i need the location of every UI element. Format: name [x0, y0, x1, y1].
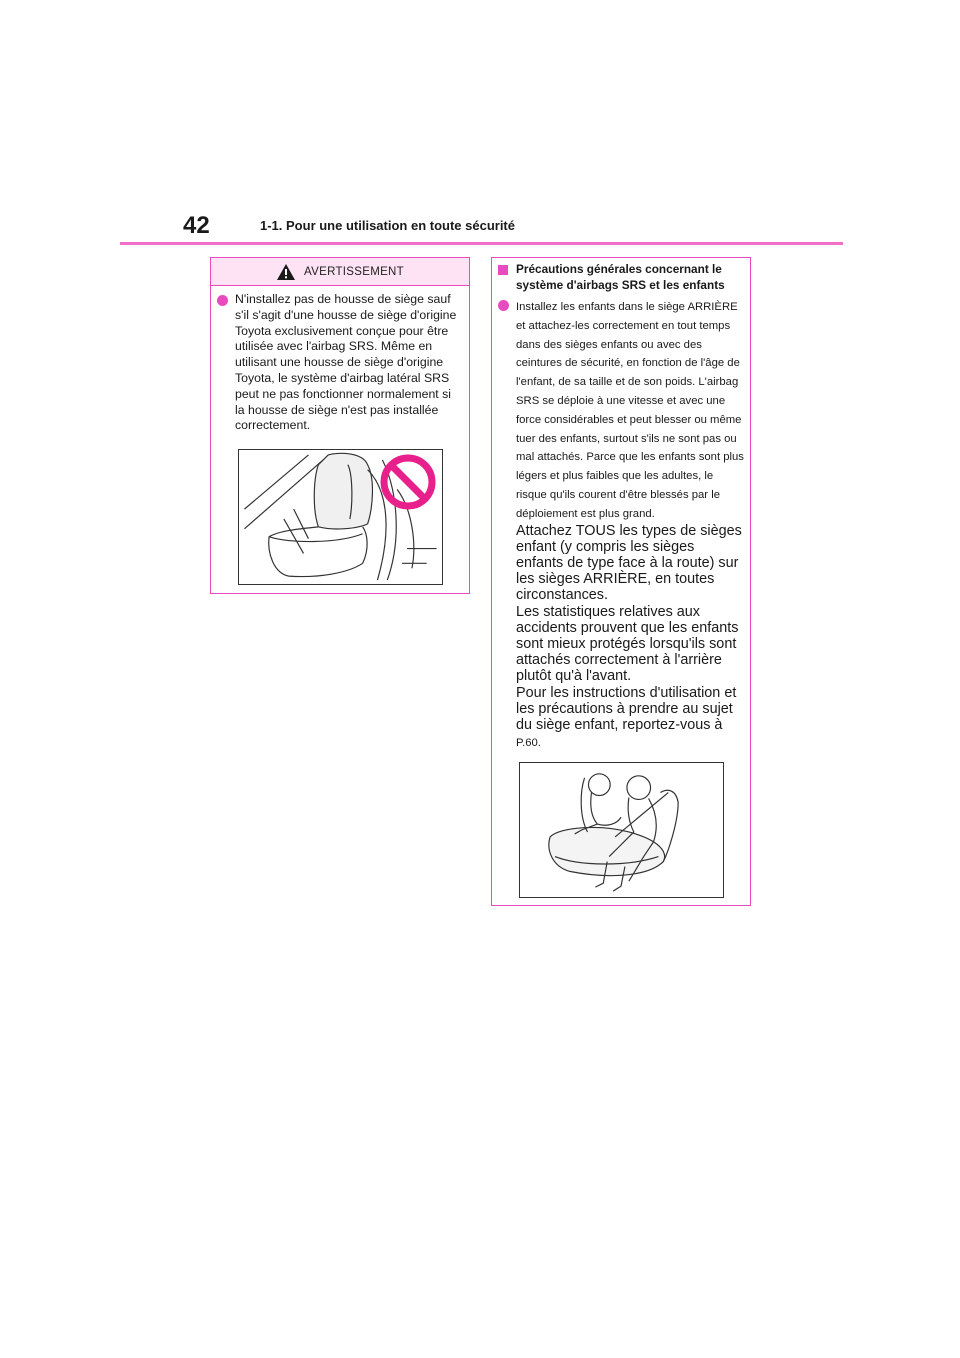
page-number: 42: [183, 212, 210, 239]
prohibited-sign-icon: [378, 452, 438, 512]
section-title: 1-1. Pour une utilisation en toute sécurité: [260, 218, 515, 233]
info-item: [498, 297, 744, 749]
children-rear-seat-illustration: [519, 762, 724, 898]
info-heading: [498, 262, 744, 293]
seat-cover-illustration: [238, 449, 443, 585]
warning-text: N'installez pas de housse de siège sauf s'il s'agit d'une housse de siège d'origine Toyota exclusivement conçue pour être utilisée avec l'airbag SRS. Même en utilisant une housse de siège d'origine Toyota, le système d'airbag latéral SRS peut ne pas fonctionner normalement si la housse de siège n'est pas installée correctement.: [235, 292, 457, 433]
page-reference: P.60.: [516, 737, 541, 750]
bullet-square-icon: [498, 265, 508, 275]
warning-triangle-icon: [276, 263, 296, 281]
bullet-dot-icon: [217, 295, 228, 306]
header-rule: [120, 242, 843, 245]
children-illustration-drawing: [520, 763, 723, 897]
warning-title: AVERTISSEMENT: [304, 265, 404, 278]
info-text-large-1: Attachez TOUS les types de sièges enfant (y compris les sièges enfants de type face à la route) sur les sièges ARRIÈRE, en toutes circonstances.: [516, 522, 742, 604]
warning-box: [210, 257, 470, 594]
info-text-large-2: Les statistiques relatives aux accidents prouvent que les enfants sont mieux protégés lorsqu'ils sont attachés correctement à l'arrière plutôt qu'à l'avant.: [516, 603, 739, 685]
info-text-large-3: Pour les instructions d'utilisation et les précautions à prendre au sujet du siège enfant, reportez-vous à: [516, 684, 737, 733]
info-text-small: Installez les enfants dans le siège ARRIÈRE et attachez-les correctement en tout temps dans des sièges enfants ou avec des ceintures de sécurité, en fonction de l'âge de l'enfant, de sa taille et de son poids. L'airbag SRS se déploie à une vitesse et avec une force considérables et peut blesser ou même tuer des enfants, surtout s'ils ne sont pas ou mal attachés. Parce que les enfants sont plus légers et plus faibles que les adultes, le risque qu'ils courent d'être blessés par le déploiement est plus grand.: [516, 301, 744, 520]
info-box: [491, 257, 751, 906]
info-heading-text: Précautions générales concernant le système d'airbags SRS et les enfants: [516, 262, 725, 292]
warning-item: [217, 292, 463, 434]
bullet-dot-icon: [498, 300, 509, 311]
warning-header: [211, 258, 469, 286]
